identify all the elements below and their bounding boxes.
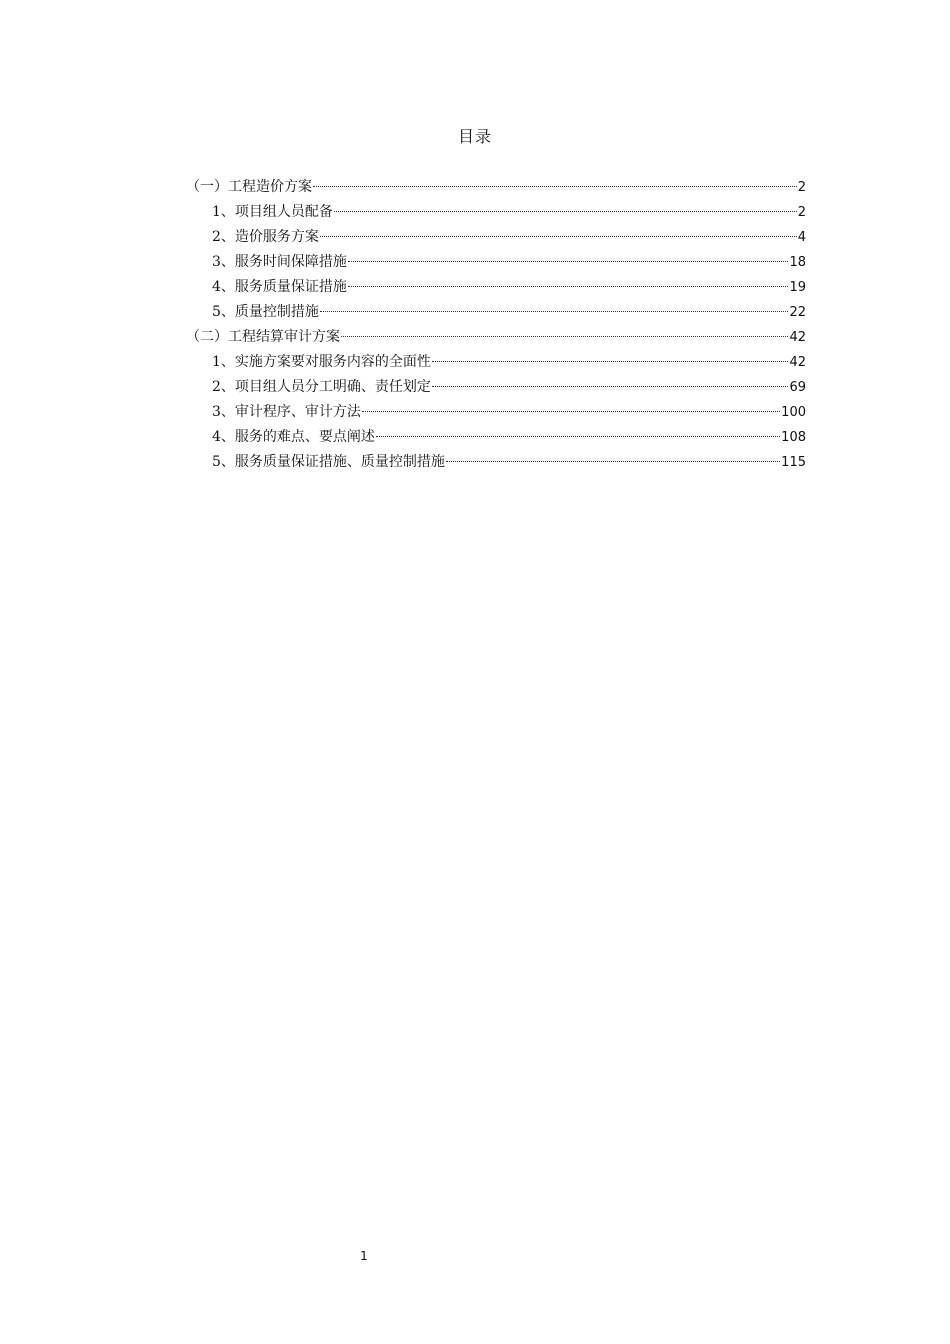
toc-entry-label: 2、项目组人员分工明确、责任划定: [212, 379, 431, 395]
toc-entry-page: 4: [797, 230, 806, 245]
toc-entry[interactable]: [186, 250, 806, 275]
toc-entry[interactable]: [186, 375, 806, 400]
toc-entry-label: 5、服务质量保证措施、质量控制措施: [212, 454, 445, 470]
toc-dot-leader: [376, 436, 780, 437]
toc-dot-leader: [341, 336, 788, 337]
toc-entry-label: 1、项目组人员配备: [212, 204, 333, 220]
toc-dot-leader: [320, 236, 797, 237]
toc-entry-page: 2: [797, 205, 806, 220]
toc-entry[interactable]: [186, 325, 806, 350]
toc-entry-label: 3、审计程序、审计方法: [212, 404, 361, 420]
toc-entry[interactable]: [186, 200, 806, 225]
toc-entry[interactable]: [186, 275, 806, 300]
toc-entry-page: 100: [781, 405, 806, 420]
toc-entry[interactable]: [186, 450, 806, 475]
toc-entry[interactable]: [186, 350, 806, 375]
toc-entry-label: 2、造价服务方案: [212, 229, 319, 245]
toc-entry[interactable]: [186, 400, 806, 425]
toc-dot-leader: [432, 386, 789, 387]
toc-dot-leader: [362, 411, 780, 412]
toc-entry-page: 115: [781, 455, 806, 470]
toc-dot-leader: [348, 261, 789, 262]
toc-entry[interactable]: [186, 175, 806, 200]
toc-entry[interactable]: [186, 425, 806, 450]
toc-entry-page: 42: [789, 330, 806, 345]
toc-entry-page: 42: [789, 355, 806, 370]
toc-dot-leader: [320, 311, 789, 312]
toc-entry-label: 1、实施方案要对服务内容的全面性: [212, 354, 431, 370]
toc-entry-page: 2: [797, 180, 806, 195]
toc-entry-page: 19: [789, 280, 806, 295]
toc-entry-label: （一）工程造价方案: [186, 179, 312, 195]
toc-dot-leader: [348, 286, 789, 287]
toc-dot-leader: [313, 186, 797, 187]
toc-entry-page: 18: [789, 255, 806, 270]
toc-dot-leader: [432, 361, 789, 362]
toc-entry-page: 22: [789, 305, 806, 320]
table-of-contents: [186, 175, 806, 475]
toc-dot-leader: [446, 461, 780, 462]
page-number: 1: [360, 1249, 368, 1263]
toc-entry-label: 3、服务时间保障措施: [212, 254, 347, 270]
toc-title: 目录: [457, 127, 492, 146]
toc-entry-page: 69: [789, 380, 806, 395]
toc-entry[interactable]: [186, 300, 806, 325]
toc-entry[interactable]: [186, 225, 806, 250]
toc-dot-leader: [334, 211, 797, 212]
toc-entry-label: 4、服务质量保证措施: [212, 279, 347, 295]
toc-entry-label: 4、服务的难点、要点阐述: [212, 429, 375, 445]
toc-entry-page: 108: [781, 430, 806, 445]
toc-entry-label: （二）工程结算审计方案: [186, 329, 340, 345]
toc-entry-label: 5、质量控制措施: [212, 304, 319, 320]
